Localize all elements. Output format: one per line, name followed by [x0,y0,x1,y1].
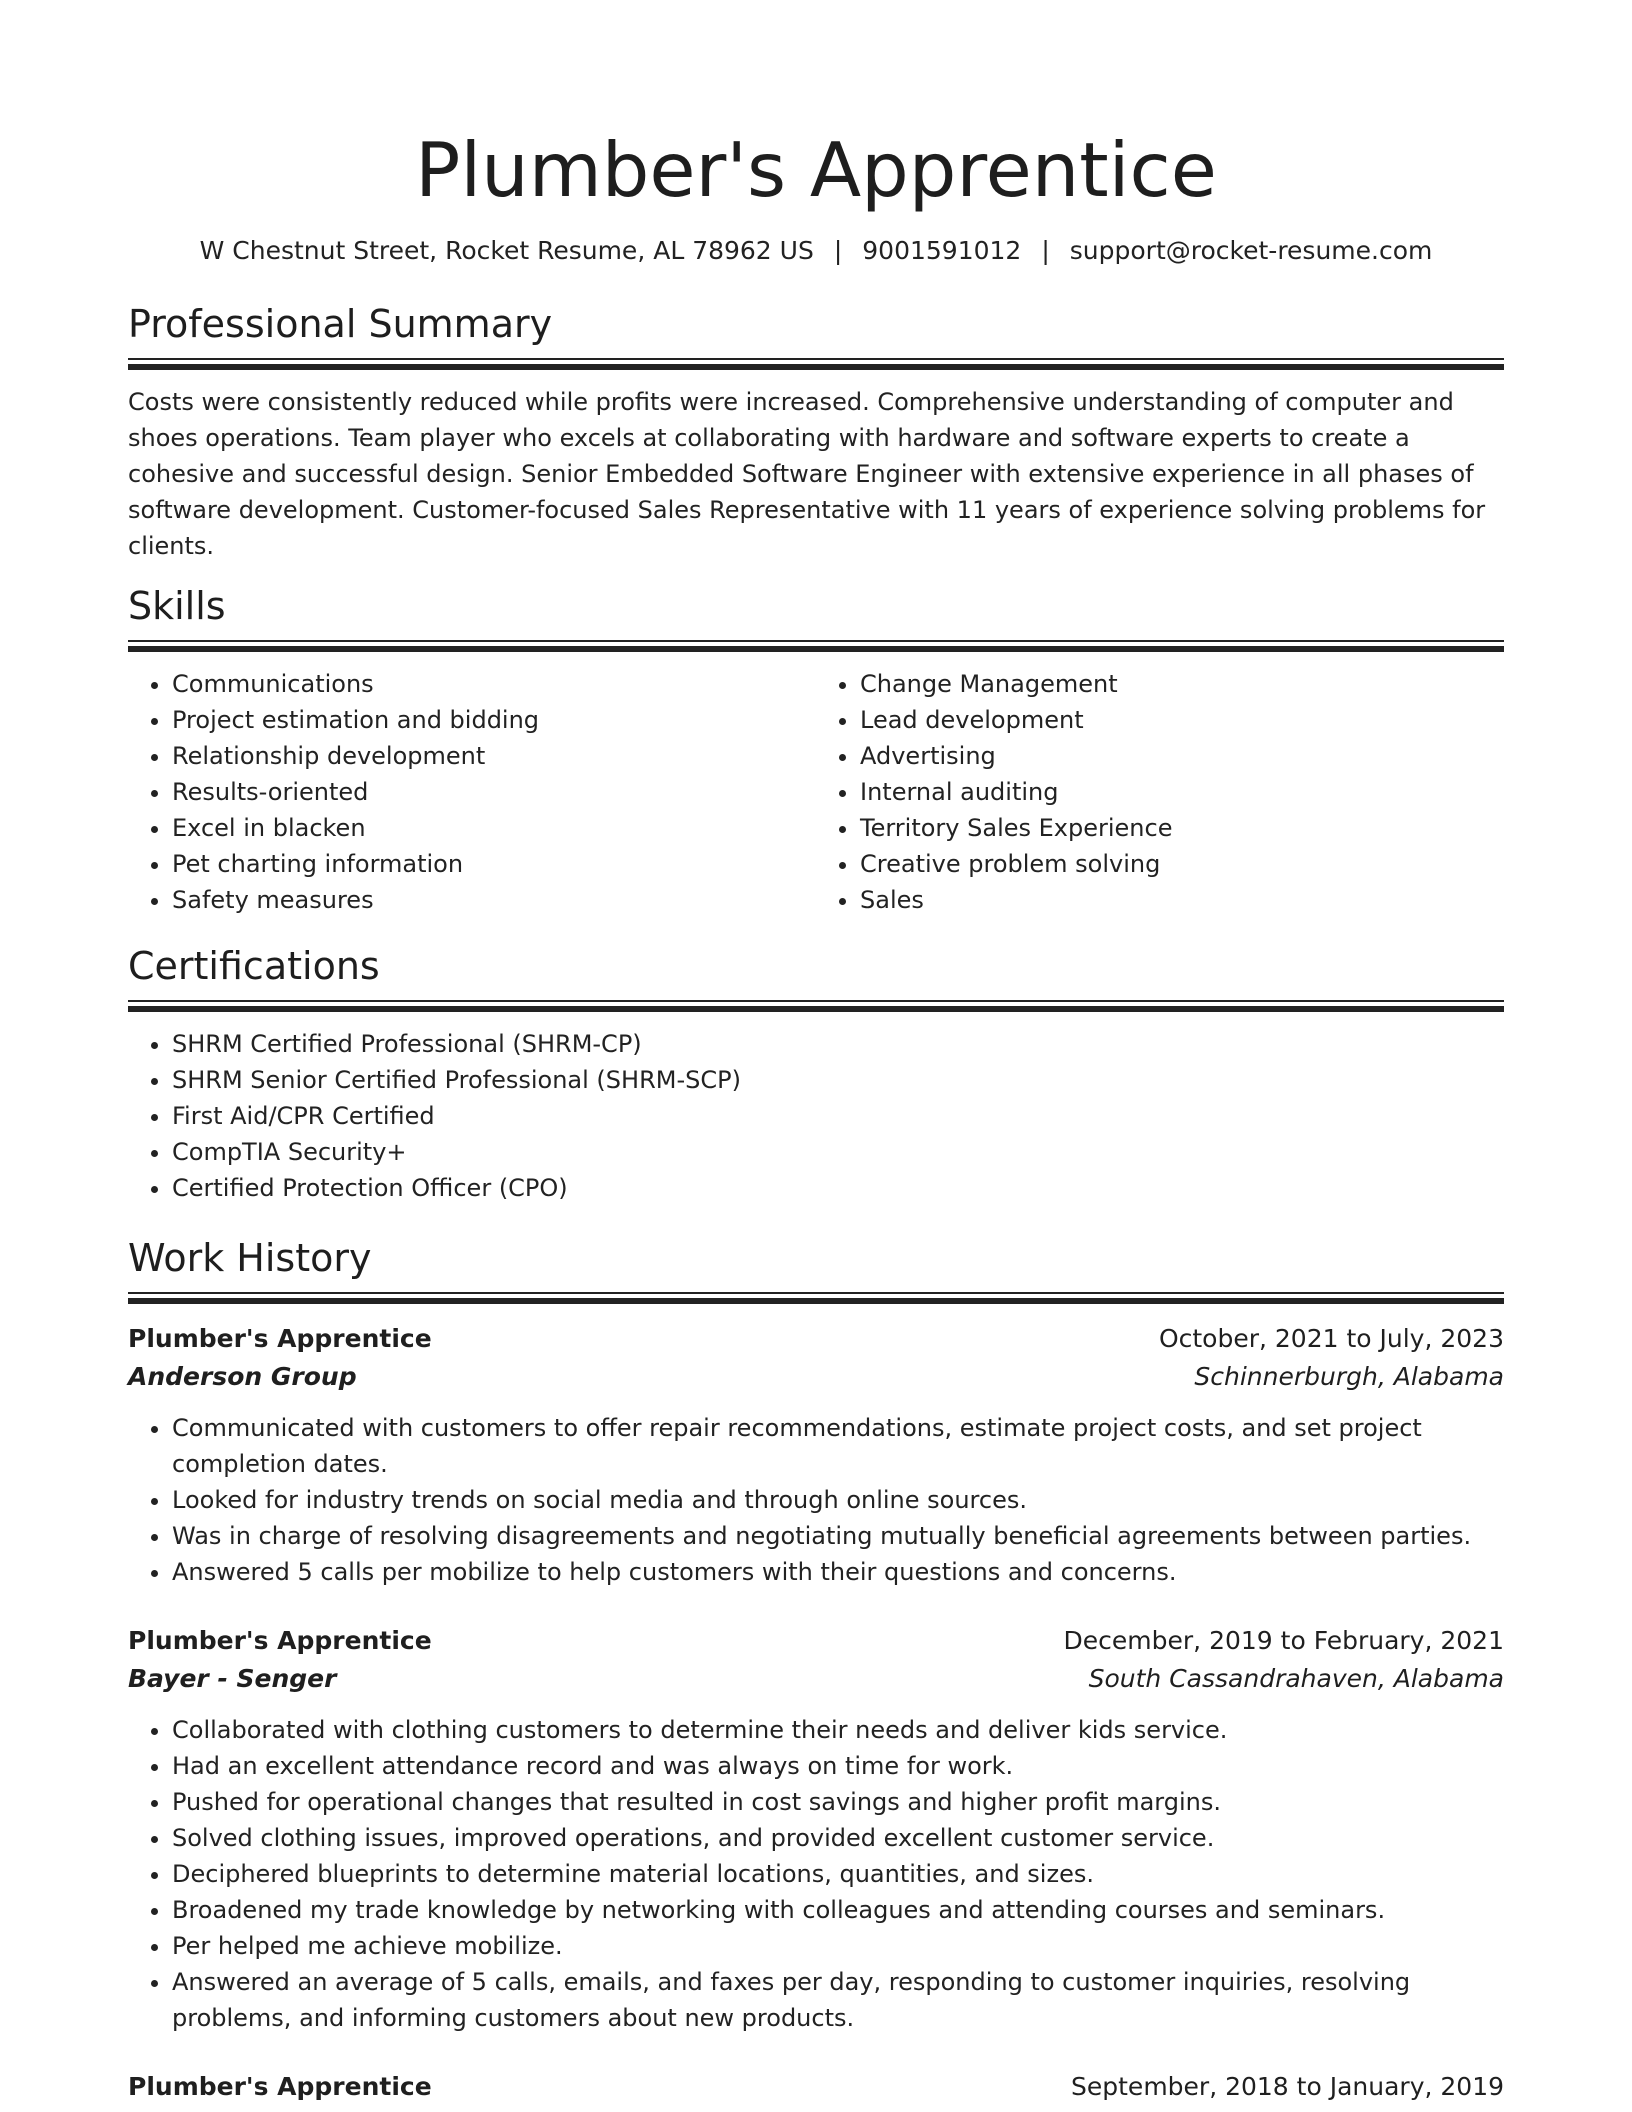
skill-item: • Creative problem solving [860,846,1504,882]
certification-item: • First Aid/CPR Certified [172,1098,1504,1134]
skills-list-left [128,666,816,918]
job-header [128,2068,1504,2106]
job-title: Plumber's Apprentice [128,1324,432,1353]
job-location: South Cassandrahaven, Alabama [1088,1664,1504,1693]
skill-item: • Relationship development [172,738,816,774]
job-bullet: • Had an excellent attendance record and was always on time for work. [172,1748,1504,1784]
certification-item: • SHRM Senior Certified Professional (SHRM-SCP) [172,1062,1504,1098]
job-bullet: • Solved clothing issues, improved operations, and provided excellent customer service. [172,1820,1504,1856]
job-dates: September, 2018 to January, 2019 [1071,2072,1504,2101]
certifications-list [128,1026,1504,1206]
section-title-certifications: Certifications [128,944,380,988]
skill-item: • Pet charting information [172,846,816,882]
job-bullet: • Pushed for operational changes that resulted in cost savings and higher profit margins. [172,1784,1504,1820]
job-bullet: • Communicated with customers to offer repair recommendations, estimate project costs, and set project completion dates. [172,1410,1504,1482]
contact-address: W Chestnut Street, Rocket Resume, AL 78962 US [199,236,814,265]
section-divider [128,640,1504,652]
skill-item: • Internal auditing [860,774,1504,810]
skills-grid [128,666,1504,918]
certification-item: • CompTIA Security+ [172,1134,1504,1170]
job-entry [128,1320,1504,1590]
summary-text: Costs were consistently reduced while profits were increased. Comprehensive understanding of computer and shoes operations. Team player who excels at collaborating with hardware and software experts to create a cohesive and successful design. Senior Embedded Software Engineer with extensive experience in all phases of software development. Customer-focused Sales Representative with 11 years of experience solving problems for clients. [128,388,1486,560]
section-title-work-history: Work History [128,1236,372,1280]
section-divider [128,1000,1504,1012]
certifications-section [128,942,1504,1206]
job-entry [128,1622,1504,2036]
certification-item: • Certified Protection Officer (CPO) [172,1170,1504,1206]
section-divider [128,358,1504,370]
job-bullet: • Deciphered blueprints to determine material locations, quantities, and sizes. [172,1856,1504,1892]
skill-item: • Lead development [860,702,1504,738]
section-title-summary: Professional Summary [128,302,553,346]
job-bullets [128,1712,1504,2036]
skill-item: • Project estimation and bidding [172,702,816,738]
skill-item: • Sales [860,882,1504,918]
job-title: Plumber's Apprentice [128,1626,432,1655]
skill-item: • Change Management [860,666,1504,702]
job-subheader [128,1358,1504,1396]
job-bullet: • Broadened my trade knowledge by networking with colleagues and attending courses and seminars. [172,1892,1504,1928]
job-company: Bayer - Senger [128,1664,337,1693]
job-bullet: • Per helped me achieve mobilize. [172,1928,1504,1964]
skill-item: • Communications [172,666,816,702]
job-dates: October, 2021 to July, 2023 [1158,1324,1504,1353]
job-header [128,1320,1504,1358]
job-subheader [128,1660,1504,1698]
skills-section [128,582,1504,918]
contact-phone: 9001591012 [862,236,1022,265]
skill-item: • Territory Sales Experience [860,810,1504,846]
job-header [128,1622,1504,1660]
job-bullet: • Looked for industry trends on social media and through online sources. [172,1482,1504,1518]
job-title: Plumber's Apprentice [128,2072,432,2101]
job-bullet: • Collaborated with clothing customers to determine their needs and deliver kids service. [172,1712,1504,1748]
contact-separator: | [833,236,843,265]
contact-email: support@rocket-resume.com [1069,236,1433,265]
candidate-name: Plumber's Apprentice [415,126,1217,214]
job-bullet: • Answered an average of 5 calls, emails, and faxes per day, responding to customer inquiries, resolving problems, and informing customers about new products. [172,1964,1504,2036]
section-title-skills: Skills [128,584,226,628]
skill-item: • Advertising [860,738,1504,774]
job-entry [128,2068,1504,2106]
skills-list-right [816,666,1504,918]
skill-item: • Excel in blacken [172,810,816,846]
skill-item: • Safety measures [172,882,816,918]
certification-item: • SHRM Certified Professional (SHRM-CP) [172,1026,1504,1062]
skill-item: • Results-oriented [172,774,816,810]
job-dates: December, 2019 to February, 2021 [1063,1626,1504,1655]
contact-line [128,234,1504,268]
job-location: Schinnerburgh, Alabama [1194,1362,1504,1391]
summary-section [128,300,1504,564]
section-divider [128,1292,1504,1304]
work-history-section [128,1234,1504,2106]
job-bullet: • Answered 5 calls per mobilize to help customers with their questions and concerns. [172,1554,1504,1590]
job-bullet: • Was in charge of resolving disagreements and negotiating mutually beneficial agreements between parties. [172,1518,1504,1554]
contact-separator: | [1041,236,1050,265]
job-company: Anderson Group [128,1362,357,1391]
job-bullets [128,1410,1504,1590]
